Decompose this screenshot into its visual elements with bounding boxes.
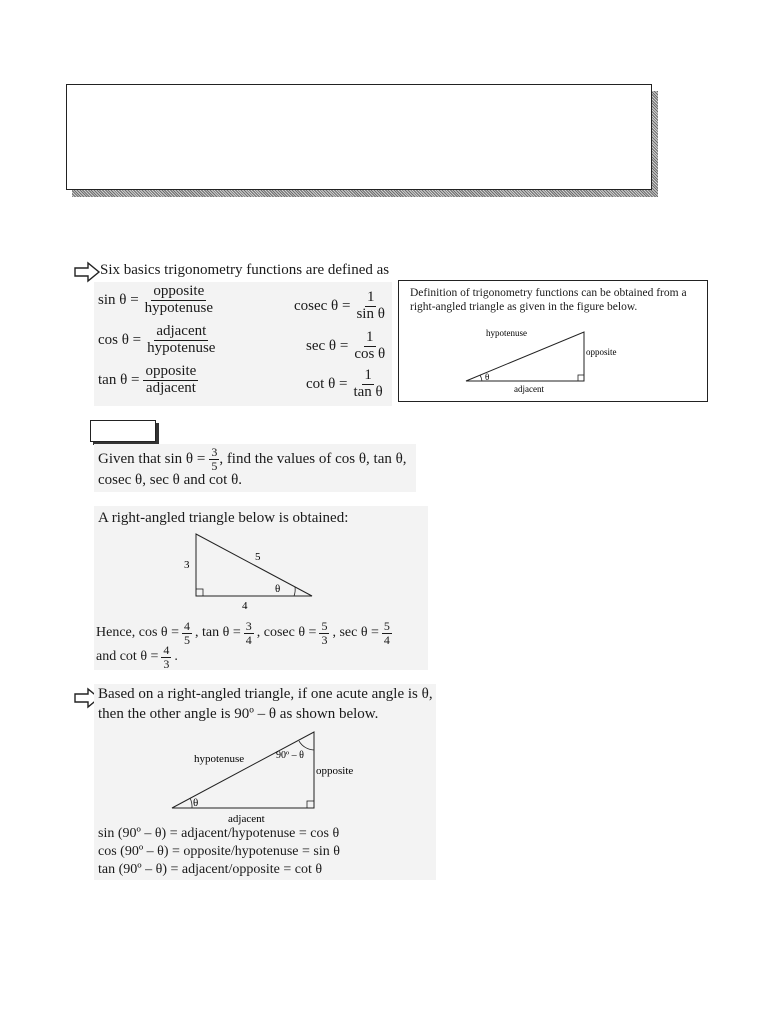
example-triangle-shape — [196, 534, 312, 596]
theta-arc — [480, 375, 482, 381]
sin-denominator: hypotenuse — [144, 299, 213, 316]
section2-line1: Based on a right-angled triangle, if one acute angle is θ, — [98, 686, 433, 702]
identity-sin: sin (90º – θ) = adjacent/hypotenuse = cos θ — [98, 826, 340, 841]
example-question-block — [94, 444, 416, 492]
comp-top-angle-label: 90º – θ — [276, 750, 304, 761]
sec-label: sec θ = — [306, 337, 349, 354]
hypotenuse-label: hypotenuse — [486, 328, 527, 338]
cosec-numerator: 1 — [366, 289, 375, 305]
section2-line2: then the other angle is 90º – θ as shown below. — [98, 706, 379, 722]
definition-text: Definition of trigonometry functions can be obtained from a right-angled triangle as given in the figure below. — [410, 287, 687, 313]
cot-definition — [306, 368, 385, 401]
cot-numerator: 1 — [364, 367, 372, 383]
sec-definition — [306, 330, 387, 363]
sec-numerator: 1 — [366, 329, 374, 345]
cos-numerator: adjacent — [156, 323, 207, 339]
sec-denominator: cos θ — [354, 345, 386, 362]
comp-opposite-label: opposite — [316, 765, 354, 777]
answer-end: . — [174, 649, 178, 665]
title-box — [66, 84, 652, 190]
example-question-line1 — [98, 446, 407, 472]
example-tag — [90, 420, 156, 442]
answer-line2 — [96, 644, 178, 670]
right-angle-mark — [578, 375, 584, 381]
comp-hypotenuse-label: hypotenuse — [194, 753, 245, 765]
identity-cos: cos (90º – θ) = opposite/hypotenuse = sin θ — [98, 844, 340, 859]
opposite-label: opposite — [586, 347, 617, 357]
tan-numerator: opposite — [145, 363, 197, 379]
tan-definition — [98, 364, 198, 397]
angle-theta-label: θ — [275, 583, 281, 595]
tan-label: tan θ = — [98, 371, 140, 388]
answer-cot-label: and cot θ = — [96, 649, 159, 665]
question-text-part2: , find the values of cos θ, tan θ, — [219, 450, 407, 467]
bottom-theta-arc — [190, 798, 192, 808]
answer-cot-num: 4 — [163, 643, 170, 657]
complementary-right-angle-mark — [307, 801, 314, 808]
answer-cos-den: 5 — [184, 632, 191, 647]
cos-definition — [98, 324, 217, 357]
answer-sec-label: , sec θ = — [332, 625, 379, 641]
sin-numerator: opposite — [153, 283, 205, 299]
triangle-shape — [466, 332, 584, 381]
intro-text: Six basics trigonometry functions are defined as — [100, 262, 390, 278]
adjacent-label: adjacent — [514, 384, 544, 394]
answer-cot-den: 3 — [163, 656, 170, 671]
answer-tan-num: 3 — [245, 619, 252, 633]
arrow-right-icon — [74, 262, 100, 282]
cot-denominator: tan θ — [353, 383, 383, 400]
example-solution-block — [94, 506, 428, 670]
cos-denominator: hypotenuse — [147, 339, 216, 356]
side-base-label: 4 — [242, 600, 248, 612]
sin-label: sin θ = — [98, 291, 139, 308]
answer-cosec-label: , cosec θ = — [256, 625, 317, 641]
example-right-angle-mark — [196, 589, 203, 596]
formula-block — [94, 282, 392, 406]
cosec-definition — [294, 290, 387, 323]
answer-tan-den: 4 — [245, 632, 252, 647]
tan-denominator: adjacent — [145, 379, 196, 396]
triangle-intro: A right-angled triangle below is obtained: — [98, 510, 349, 526]
comp-adjacent-label: adjacent — [228, 813, 265, 825]
answer-cosec-num: 5 — [321, 619, 328, 633]
comp-theta-label: θ — [193, 797, 199, 809]
answer-cosec-den: 3 — [321, 632, 328, 647]
answer-cos-num: 4 — [184, 619, 191, 633]
side-hypotenuse-label: 5 — [255, 551, 261, 563]
example-question-line2: cosec θ, sec θ and cot θ. — [98, 472, 243, 488]
answer-hence: Hence, cos θ = — [96, 625, 180, 641]
question-text-part1: Given that sin θ = — [98, 450, 206, 467]
complementary-triangle-figure — [164, 724, 404, 824]
cos-label: cos θ = — [98, 331, 142, 348]
cosec-label: cosec θ = — [294, 297, 351, 314]
theta-label: θ — [485, 372, 490, 382]
cot-label: cot θ = — [306, 375, 348, 392]
definition-triangle-figure — [460, 326, 617, 396]
sin-definition — [98, 284, 215, 317]
answer-tan-label: , tan θ = — [195, 625, 241, 641]
cosec-denominator: sin θ — [356, 305, 385, 322]
example-theta-arc — [294, 587, 295, 596]
answer-sec-num: 5 — [383, 619, 390, 633]
complementary-angle-block — [94, 684, 436, 880]
question-frac-den: 5 — [211, 458, 218, 473]
side-vertical-label: 3 — [184, 559, 190, 571]
answer-line1 — [96, 620, 392, 646]
top-angle-arc — [299, 741, 314, 750]
identity-tan: tan (90º – θ) = adjacent/opposite = cot θ — [98, 862, 323, 877]
answer-sec-den: 4 — [383, 632, 390, 647]
question-frac-num: 3 — [211, 445, 218, 459]
example-triangle-figure — [174, 530, 414, 614]
